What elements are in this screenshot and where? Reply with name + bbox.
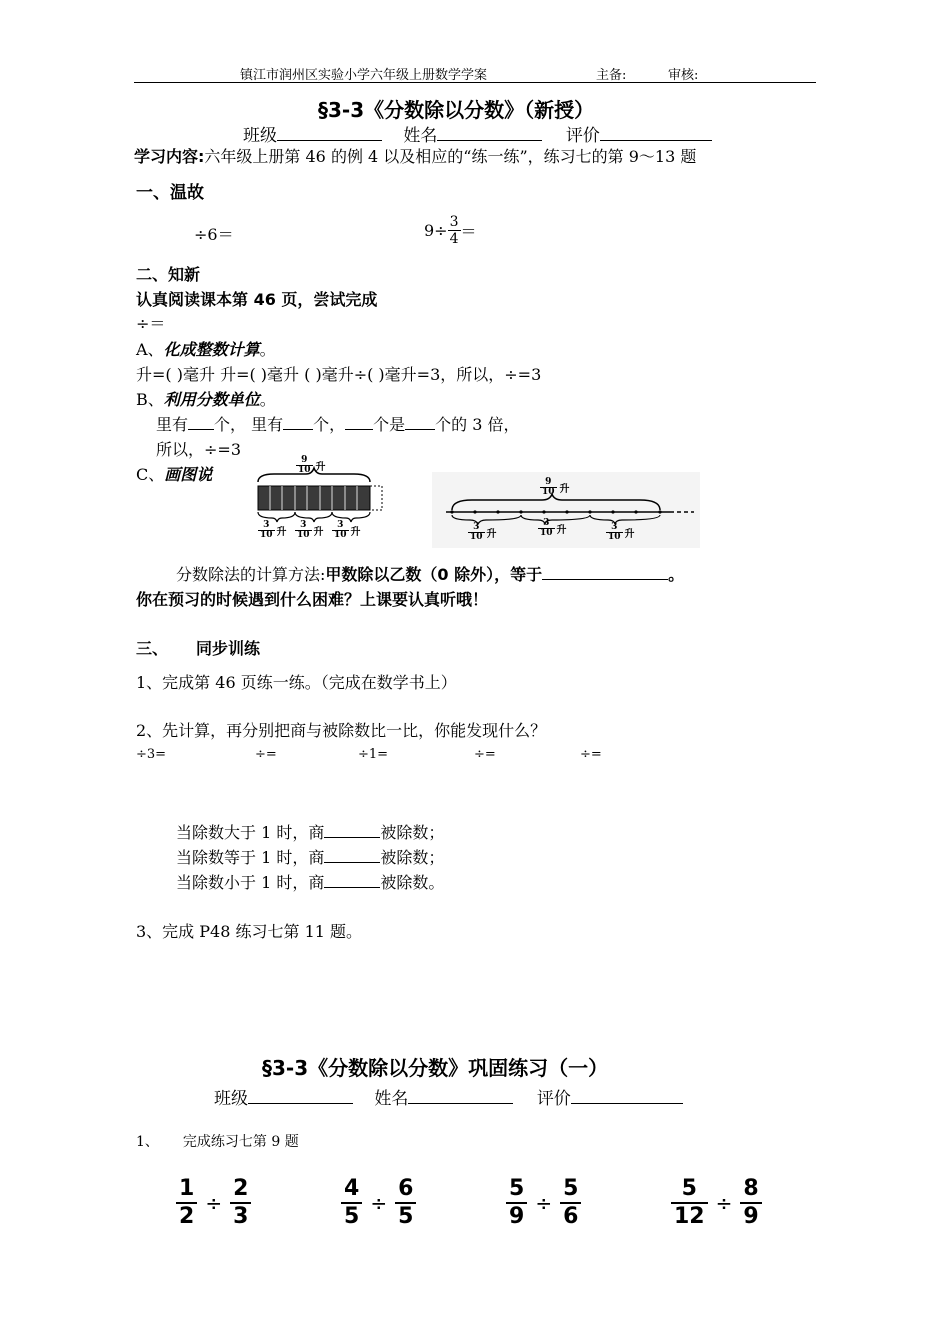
study-text: 六年级上册第 46 的例 4 以及相应的“练一练”，练习七的第 9～13 题	[204, 147, 697, 166]
practice-name-field[interactable]	[408, 1089, 513, 1104]
practice-title: §3-3《分数除以分数》巩固练习（一）	[262, 1056, 609, 1080]
class-label: 班级	[243, 126, 277, 146]
blank[interactable]	[345, 415, 373, 430]
bar-part-label-2: $\frac{3}{10}$ 升	[297, 520, 324, 540]
page-title: §3-3《分数除以分数》（新授）	[318, 98, 595, 122]
empty-bar	[370, 486, 382, 510]
header-school: 镇江市润州区实验小学六年级上册数学学案	[240, 68, 488, 83]
method-b-title: 利用分数单位	[163, 390, 260, 409]
method-a: A、化成整数计算。	[136, 340, 276, 359]
bar-part-label-1: $\frac{3}{10}$ 升	[260, 520, 287, 540]
practice-q1: 1、 完成练习七第 9 题	[136, 1134, 299, 1150]
practice-item-2: $\frac{4}{5}$ ÷ $\frac{6}{5}$	[341, 1176, 416, 1230]
s1-expr2: 9÷ $\frac{3}{4}$ ＝	[424, 214, 477, 247]
s3-q2: 2、先计算，再分别把商与被除数比一比，你能发现什么？	[136, 721, 547, 740]
name-label: 姓名	[403, 126, 438, 146]
s1-expr1: ÷6＝	[194, 225, 234, 244]
header-shenhe: 审核:	[668, 68, 699, 83]
compare-line-3: 当除数小于 1 时，商 被除数。	[176, 873, 445, 892]
compare-blank-1[interactable]	[324, 823, 380, 838]
method-b-line2: 所以，÷=3	[156, 440, 241, 459]
line-top-label: $\frac{9}{10}$ 升	[542, 477, 570, 497]
method-blank[interactable]	[542, 565, 668, 580]
practice-info-row: 班级 姓名 评价	[214, 1084, 683, 1109]
practice-item-4: $\frac{5}{12}$ ÷ $\frac{8}{9}$	[671, 1176, 762, 1230]
line-part-label-1: $\frac{3}{10}$ 升	[470, 522, 497, 542]
class-field[interactable]	[277, 126, 382, 141]
section-2-heading: 二、知新	[136, 265, 201, 284]
s2-read-instruction: 认真阅读课本第 46 页，尝试完成	[136, 290, 378, 309]
s3-q1: 1、完成第 46 页练一练。（完成在数学书上）	[136, 673, 457, 692]
s2-equation: ÷＝	[136, 314, 166, 333]
eval-label: 评价	[565, 126, 600, 146]
practice-class-field[interactable]	[248, 1089, 353, 1104]
s3-q3: 3、完成 P48 练习七第 11 题。	[136, 922, 363, 941]
s3-q2-expr-2: ÷=	[255, 747, 277, 762]
s3-q2-expr-5: ÷=	[580, 747, 602, 762]
method-c-title: 画图说	[164, 465, 213, 484]
section-3-heading: 三、 同步训练	[136, 639, 261, 658]
method-c: C、画图说	[136, 465, 213, 484]
header-zhubei: 主备:	[596, 68, 627, 83]
practice-eval-field[interactable]	[571, 1089, 683, 1104]
shaded-bar	[258, 486, 370, 510]
difficulty-note: 你在预习的时候遇到什么困难？上课要认真听哦！	[136, 590, 489, 609]
name-field[interactable]	[437, 126, 542, 141]
compare-line-1: 当除数大于 1 时，商 被除数；	[176, 823, 445, 842]
compare-blank-2[interactable]	[324, 848, 380, 863]
method-a-line: 升=( )毫升 升=( )毫升 ( )毫升÷( )毫升=3，所以，÷=3	[136, 365, 542, 384]
blank[interactable]	[188, 415, 214, 430]
method-b-line1: 里有 个， 里有 个， 个是 个的 3 倍，	[156, 415, 520, 434]
practice-item-1: $\frac{1}{2}$ ÷ $\frac{2}{3}$	[176, 1176, 251, 1230]
s3-q2-expr-3: ÷1=	[358, 747, 389, 762]
blank[interactable]	[405, 415, 435, 430]
bar-part-label-3: $\frac{3}{10}$ 升	[334, 520, 361, 540]
info-row	[243, 121, 712, 146]
eval-field[interactable]	[600, 126, 712, 141]
method-b: B、利用分数单位。	[136, 390, 276, 409]
compare-blank-3[interactable]	[324, 873, 380, 888]
s1-fraction: $\frac{3}{4}$	[449, 214, 459, 247]
line-part-label-2: $\frac{3}{10}$ 升	[540, 518, 567, 538]
method-summary: 分数除法的计算方法:甲数除以乙数（0 除外），等于 。	[176, 565, 685, 584]
study-label: 学习内容:	[134, 147, 205, 166]
method-a-title: 化成整数计算	[163, 340, 260, 359]
line-part-label-3: $\frac{3}{10}$ 升	[608, 522, 635, 542]
section-1-heading: 一、温故	[136, 183, 204, 203]
practice-item-3: $\frac{5}{9}$ ÷ $\frac{5}{6}$	[506, 1176, 581, 1230]
s3-q2-expr-1: ÷3=	[136, 747, 167, 762]
blank[interactable]	[283, 415, 313, 430]
s3-q2-expr-4: ÷=	[474, 747, 496, 762]
study-content	[134, 144, 696, 167]
bar-top-label: $\frac{9}{10}$ 升	[298, 455, 326, 475]
compare-line-2: 当除数等于 1 时，商 被除数；	[176, 848, 445, 867]
